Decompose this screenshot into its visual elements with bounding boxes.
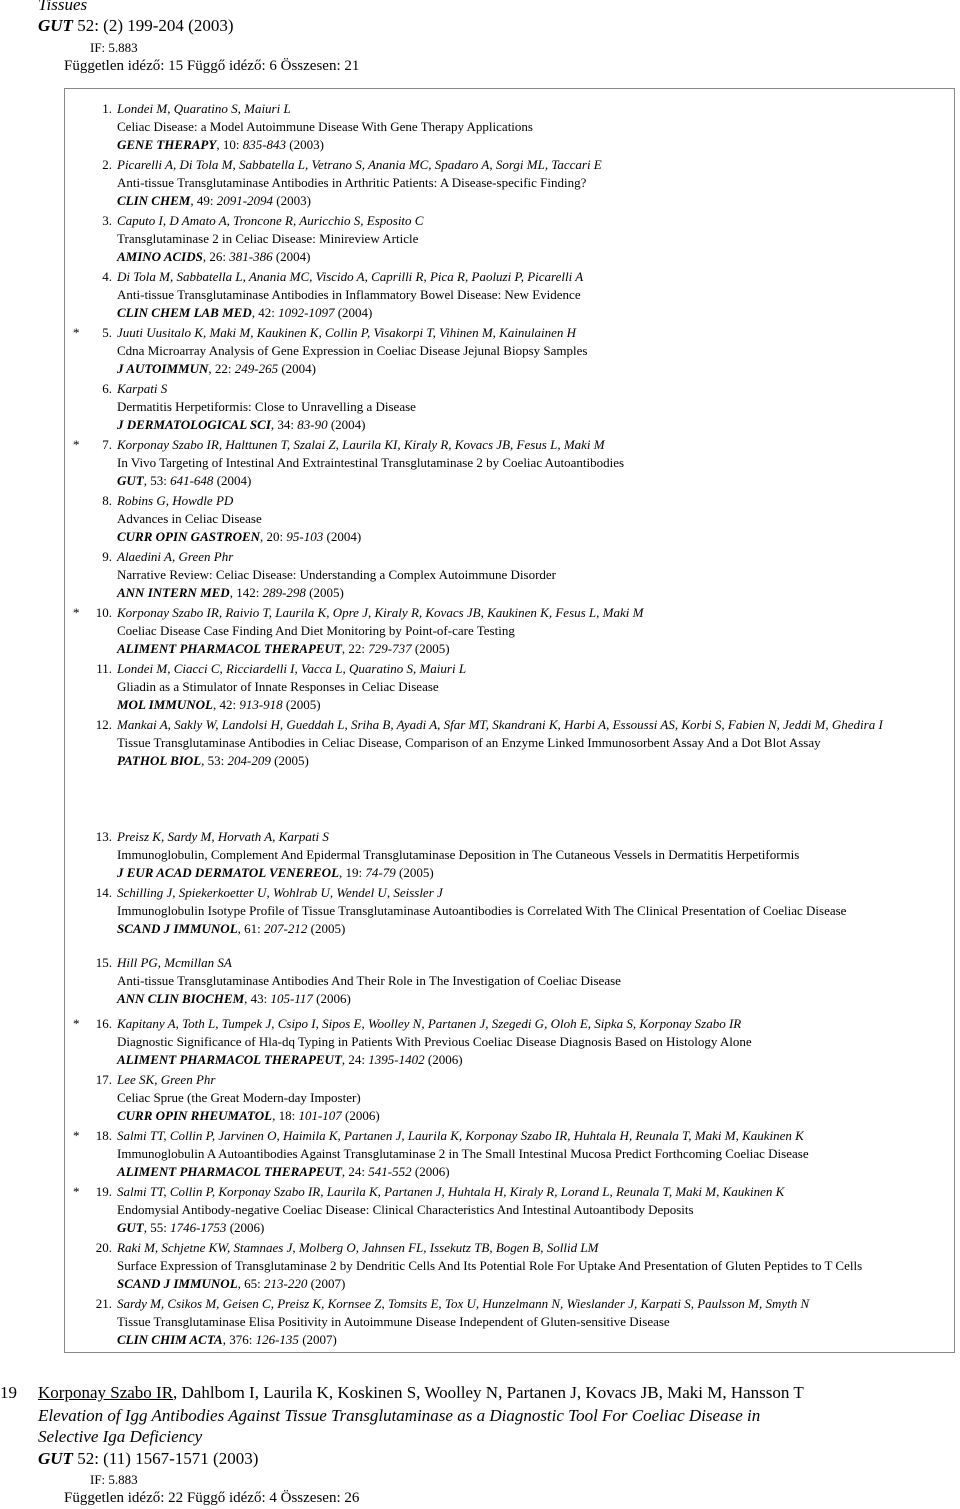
citation-star: *: [73, 1128, 80, 1143]
citation-title: Gliadin as a Stimulator of Innate Responses in Celiac Disease: [117, 679, 439, 694]
citation-pages: 1395-1402: [368, 1052, 425, 1067]
citation-year: (2006): [341, 1108, 380, 1123]
citation-authors: Salmi TT, Collin P, Korponay Szabo IR, Laurila K, Partanen J, Huhtala H, Kiraly R, Lorand L, Reunala T, Maki M, Kaukinen K: [117, 1184, 785, 1199]
citation-authors: Karpati S: [117, 381, 168, 396]
citation-star: *: [73, 605, 80, 620]
citation-year: (2003): [286, 137, 324, 152]
citation-authors: Juuti Uusitalo K, Maki M, Kaukinen K, Collin P, Visakorpi T, Vihinen M, Kainulainen H: [117, 325, 577, 340]
citation-body: [117, 212, 948, 266]
citation-volume: , 22:: [341, 641, 369, 656]
citation-title: Narrative Review: Celiac Disease: Understanding a Complex Autoimmune Disorder: [117, 567, 556, 582]
citation-source: [117, 1163, 948, 1181]
impact-factor: IF: 5.883: [90, 40, 138, 55]
citation-journal: CLIN CHEM: [117, 193, 191, 208]
citation-body: [117, 380, 948, 434]
citation-authors: Salmi TT, Collin P, Jarvinen O, Haimila K, Partanen J, Laurila K, Korponay Szabo IR, Huhtala H, Reunala T, Maki M, Kaukinen K: [117, 1128, 804, 1143]
citation-title: Endomysial Antibody-negative Coeliac Disease: Clinical Characteristics And Intestinal Autoantibody Deposits: [117, 1202, 694, 1217]
citation-number: 19.: [95, 1184, 112, 1199]
citation-pages: 641-648: [170, 473, 214, 488]
citation-volume: , 34:: [270, 417, 298, 432]
citation-source: [117, 416, 948, 434]
citation-authors: Alaedini A, Green Phr: [117, 549, 234, 564]
citation-body: [117, 1071, 948, 1125]
citation-source: [117, 584, 948, 602]
citation-source: [117, 920, 948, 938]
citation-source: [117, 304, 948, 322]
citation-title: Cdna Microarray Analysis of Gene Expression in Coeliac Disease Jejunal Biopsy Samples: [117, 343, 588, 358]
citation-volume: , 55:: [143, 1220, 171, 1235]
citation-number: 11.: [96, 661, 112, 676]
citation-source: [117, 1051, 948, 1069]
section-title: Tissues: [38, 0, 88, 14]
citation-body: [117, 604, 948, 658]
citation-source: [117, 192, 948, 210]
journal-name: GUT: [38, 16, 73, 35]
citation-volume: , 376:: [222, 1332, 256, 1347]
citation-title: Immunoglobulin Isotype Profile of Tissue Transglutaminase Autoantibodies is Correlated With The Clinical Presentation of Coeliac Disease: [117, 903, 847, 918]
citation-volume: , 61:: [237, 921, 265, 936]
citation-source: [117, 248, 948, 266]
entry-impact-factor: IF: 5.883: [90, 1472, 138, 1487]
citation-number: 12.: [95, 717, 112, 732]
citation-year: (2004): [334, 305, 373, 320]
citation-body: [117, 100, 948, 154]
citation-volume: , 65:: [237, 1276, 265, 1291]
citation-journal: AMINO ACIDS: [117, 249, 203, 264]
entry-journal-line: [38, 1449, 258, 1469]
citation-authors: Schilling J, Spiekerkoetter U, Wohlrab U, Wendel U, Seissler J: [117, 885, 443, 900]
journal-line: [38, 16, 233, 36]
citation-source: [117, 1331, 948, 1349]
citation-volume: , 24:: [341, 1052, 369, 1067]
citation-body: [117, 1295, 948, 1349]
citation-body: [117, 1127, 948, 1181]
citation-volume: , 53:: [201, 753, 228, 768]
citation-title: Anti-tissue Transglutaminase Antibodies in Arthritic Patients: A Disease-specific Finding?: [117, 175, 587, 190]
citation-title: Anti-tissue Transglutaminase Antibodies in Inflammatory Bowel Disease: New Evidence: [117, 287, 581, 302]
citation-body: [117, 492, 948, 546]
citation-title: Celiac Sprue (the Great Modern-day Imposter): [117, 1090, 361, 1105]
citation-authors: Lee SK, Green Phr: [117, 1072, 216, 1087]
citation-year: (2004): [272, 249, 311, 264]
citation-authors: Londei M, Quaratino S, Maiuri L: [117, 101, 291, 116]
citation-authors: Mankai A, Sakly W, Landolsi H, Gueddah L, Sriha B, Ayadi A, Sfar MT, Skandrani K, Harbi A, Essoussi AS, Korbi S, Fabien N, Jeddi M, Ghedira I: [117, 717, 883, 732]
citation-volume: , 43:: [244, 991, 271, 1006]
citation-journal: J DERMATOLOGICAL SCI: [117, 417, 271, 432]
citation-year: (2007): [307, 1276, 346, 1291]
citation-authors: Korponay Szabo IR, Raivio T, Laurila K, Opre J, Kiraly R, Kovacs JB, Kaukinen K, Fesus L, Maki M: [117, 605, 644, 620]
citation-number: 17.: [95, 1072, 112, 1087]
citation-volume: , 20:: [260, 529, 287, 544]
citation-number: 1.: [102, 101, 112, 116]
citation-title: Tissue Transglutaminase Elisa Positivity in Autoimmune Disease Independent of Gluten-sensitive Disease: [117, 1314, 670, 1329]
citation-volume: , 142:: [229, 585, 263, 600]
citation-body: [117, 156, 948, 210]
citation-title: Advances in Celiac Disease: [117, 511, 262, 526]
citation-pages: 835-843: [242, 137, 287, 152]
citation-journal: PATHOL BIOL: [117, 753, 202, 768]
citation-pages: 101-107: [298, 1108, 342, 1123]
citation-number: 10.: [95, 605, 112, 620]
citation-body: [117, 548, 948, 602]
citation-pages: 381-386: [229, 249, 273, 264]
citation-journal: ANN INTERN MED: [117, 585, 230, 600]
citation-number: 6.: [102, 381, 112, 396]
citation-year: (2005): [395, 865, 434, 880]
citation-pages: 83-90: [297, 417, 328, 432]
citation-volume: , 10:: [216, 137, 243, 152]
citation-source: [117, 696, 948, 714]
citation-year: (2005): [270, 753, 309, 768]
citation-body: [117, 660, 948, 714]
citation-source: [117, 1275, 948, 1293]
citation-journal: J EUR ACAD DERMATOL VENEREOL: [117, 865, 340, 880]
citation-title: Diagnostic Significance of Hla-dq Typing in Patients With Previous Coeliac Disease Diagnosis Based on Histology Alone: [117, 1034, 752, 1049]
citation-pages: 126-135: [255, 1332, 299, 1347]
citation-body: [117, 1015, 948, 1069]
citation-journal: ALIMENT PHARMACOL THERAPEUT: [117, 1164, 342, 1179]
citation-number: 4.: [102, 269, 112, 284]
citation-year: (2005): [282, 697, 321, 712]
citation-volume: , 19:: [339, 865, 366, 880]
citation-pages: 1746-1753: [170, 1220, 227, 1235]
citation-year: (2006): [424, 1052, 463, 1067]
citation-journal: ALIMENT PHARMACOL THERAPEUT: [117, 1052, 342, 1067]
citation-number: 21.: [95, 1296, 112, 1311]
citation-pages: 541-552: [368, 1164, 412, 1179]
citation-year: (2004): [327, 417, 366, 432]
citation-number: 5.: [102, 325, 112, 340]
citation-source: [117, 1219, 948, 1237]
citation-pages: 74-79: [365, 865, 396, 880]
citation-year: (2006): [226, 1220, 265, 1235]
citation-pages: 204-209: [227, 753, 271, 768]
citation-journal: CLIN CHEM LAB MED: [117, 305, 252, 320]
citation-journal: ANN CLIN BIOCHEM: [117, 991, 245, 1006]
citation-authors: Di Tola M, Sabbatella L, Anania MC, Viscido A, Caprilli R, Pica R, Paoluzi P, Picarelli A: [117, 269, 584, 284]
citation-volume: , 18:: [272, 1108, 299, 1123]
citation-journal: CURR OPIN RHEUMATOL: [117, 1108, 273, 1123]
citation-year: (2004): [323, 529, 362, 544]
entry-authors: [38, 1383, 804, 1403]
citation-number: 9.: [102, 549, 112, 564]
citation-volume: , 42:: [251, 305, 279, 320]
citation-pages: 1092-1097: [278, 305, 335, 320]
citation-number: 7.: [102, 437, 112, 452]
citation-number: 16.: [95, 1016, 112, 1031]
citation-number: 3.: [102, 213, 112, 228]
citation-year: (2006): [411, 1164, 450, 1179]
citation-authors: Hill PG, Mcmillan SA: [117, 955, 232, 970]
citation-volume: , 22:: [208, 361, 235, 376]
citation-pages: 249-265: [234, 361, 279, 376]
citation-year: (2007): [298, 1332, 337, 1347]
citation-source: [117, 752, 948, 770]
citation-journal: GUT: [117, 1220, 144, 1235]
citation-star: *: [73, 1184, 80, 1199]
citation-star: *: [73, 325, 80, 340]
entry-first-author[interactable]: Korponay Szabo IR: [38, 1383, 174, 1402]
citation-source: [117, 990, 948, 1008]
citation-year: (2004): [213, 473, 252, 488]
citation-authors: Raki M, Schjetne KW, Stamnaes J, Molberg O, Jahnsen FL, Issekutz TB, Bogen B, Sollid LM: [117, 1240, 599, 1255]
citation-pages: 913-918: [239, 697, 283, 712]
citation-volume: , 53:: [143, 473, 171, 488]
citation-body: [117, 268, 948, 322]
citation-number: 14.: [95, 885, 112, 900]
citation-star: *: [73, 437, 80, 452]
citation-title: Immunoglobulin, Complement And Epidermal Transglutaminase Deposition in The Cutaneous Vessels in Dermatitis Herpetiformis: [117, 847, 800, 862]
citation-journal: GENE THERAPY: [117, 137, 217, 152]
citation-year: (2005): [305, 585, 344, 600]
citation-year: (2005): [411, 641, 450, 656]
citation-authors: Picarelli A, Di Tola M, Sabbatella L, Vetrano S, Anania MC, Spadaro A, Sorgi ML, Taccari E: [117, 157, 602, 172]
citation-pages: 105-117: [270, 991, 313, 1006]
citations-box: [64, 88, 955, 1353]
citation-year: (2004): [278, 361, 317, 376]
citation-source: [117, 528, 948, 546]
citation-journal: GUT: [117, 473, 144, 488]
citation-title: Anti-tissue Transglutaminase Antibodies And Their Role in The Investigation of Coeliac Disease: [117, 973, 621, 988]
citation-pages: 729-737: [368, 641, 412, 656]
journal-detail: 52: (2) 199-204 (2003): [72, 16, 234, 35]
citation-volume: , 26:: [202, 249, 230, 264]
citation-source: [117, 640, 948, 658]
citation-title: Tissue Transglutaminase Antibodies in Celiac Disease, Comparison of an Enzyme Linked Immunosorbent Assay And a Dot Blot Assay: [117, 735, 821, 750]
citation-year: (2005): [307, 921, 346, 936]
citation-title: Surface Expression of Transglutaminase 2 by Dendritic Cells And Its Potential Role For Uptake And Presentation of Gluten Peptides to T Cells: [117, 1258, 863, 1273]
citation-year: (2006): [312, 991, 351, 1006]
entry-journal-name: GUT: [38, 1449, 73, 1468]
citation-number: 13.: [95, 829, 112, 844]
citation-journal: ALIMENT PHARMACOL THERAPEUT: [117, 641, 342, 656]
citation-body: [117, 716, 948, 770]
citation-title: Coeliac Disease Case Finding And Diet Monitoring by Point-of-care Testing: [117, 623, 515, 638]
citation-authors: Robins G, Howdle PD: [117, 493, 234, 508]
citation-number: 2.: [102, 157, 112, 172]
citation-title: Celiac Disease: a Model Autoimmune Disease With Gene Therapy Applications: [117, 119, 533, 134]
citation-volume: , 49:: [190, 193, 217, 208]
entry-title: Elevation of Igg Antibodies Against Tissue Transglutaminase as a Diagnostic Tool For Coeliac Disease in Selective Iga Deficiency: [38, 1406, 761, 1446]
citation-authors: Preisz K, Sardy M, Horvath A, Karpati S: [117, 829, 329, 844]
citation-body: [117, 324, 948, 378]
citation-journal: MOL IMMUNOL: [117, 697, 213, 712]
citation-volume: , 24:: [341, 1164, 369, 1179]
citation-number: 8.: [102, 493, 112, 508]
citation-authors: Londei M, Ciacci C, Ricciardelli I, Vacca L, Quaratino S, Maiuri L: [117, 661, 467, 676]
entry-journal-detail: 52: (11) 1567-1571 (2003): [72, 1449, 259, 1468]
citation-authors: Caputo I, D Amato A, Troncone R, Auricchio S, Esposito C: [117, 213, 424, 228]
citation-body: [117, 884, 948, 938]
citation-authors: Sardy M, Csikos M, Geisen C, Preisz K, Kornsee Z, Tomsits E, Tox U, Hunzelmann N, Wieslander J, Karpati S, Paulsson M, Smyth N: [117, 1296, 810, 1311]
citation-authors: Kapitany A, Toth L, Tumpek J, Csipo I, Sipos E, Woolley N, Partanen J, Szegedi G, Oloh E, Sipka S, Korponay Szabo IR: [117, 1016, 742, 1031]
citation-pages: 95-103: [286, 529, 324, 544]
citation-source: [117, 360, 948, 378]
entry-citation-summary: Független idéző: 22 Függő idéző: 4 Összesen: 26: [64, 1490, 360, 1506]
citation-number: 15.: [95, 955, 112, 970]
citation-journal: J AUTOIMMUN: [117, 361, 209, 376]
citation-source: [117, 864, 948, 882]
citation-title: Immunoglobulin A Autoantibodies Against Transglutaminase 2 in The Small Intestinal Mucosa Predict Forthcoming Coeliac Disease: [117, 1146, 809, 1161]
citation-star: *: [73, 1016, 80, 1031]
entry-number: 19: [0, 1383, 17, 1402]
citation-journal: CLIN CHIM ACTA: [117, 1332, 223, 1347]
citation-number: 18.: [95, 1128, 112, 1143]
citation-pages: 213-220: [264, 1276, 308, 1291]
citation-source: [117, 472, 948, 490]
citation-body: [117, 954, 948, 1008]
citation-summary: Független idéző: 15 Függő idéző: 6 Összesen: 21: [64, 58, 360, 74]
citation-source: [117, 1107, 948, 1125]
citation-source: [117, 136, 948, 154]
citation-number: 20.: [95, 1240, 112, 1255]
citation-body: [117, 1183, 948, 1237]
citation-pages: 289-298: [262, 585, 306, 600]
citation-authors: Korponay Szabo IR, Halttunen T, Szalai Z, Laurila KI, Kiraly R, Kovacs JB, Fesus L, Maki M: [117, 437, 605, 452]
citation-journal: SCAND J IMMUNOL: [117, 1276, 238, 1291]
citation-year: (2003): [273, 193, 311, 208]
citation-body: [117, 828, 948, 882]
citation-pages: 207-212: [264, 921, 308, 936]
citation-title: In Vivo Targeting of Intestinal And Extraintestinal Transglutaminase 2 by Coeliac Autoantibodies: [117, 455, 625, 470]
citation-title: Dermatitis Herpetiformis: Close to Unravelling a Disease: [117, 399, 416, 414]
citation-title: Transglutaminase 2 in Celiac Disease: Minireview Article: [117, 231, 419, 246]
citation-body: [117, 436, 948, 490]
citation-journal: CURR OPIN GASTROEN: [117, 529, 261, 544]
citation-volume: , 42:: [212, 697, 240, 712]
citation-body: [117, 1239, 948, 1293]
citation-pages: 2091-2094: [216, 193, 274, 208]
citation-journal: SCAND J IMMUNOL: [117, 921, 238, 936]
entry-other-authors: , Dahlbom I, Laurila K, Koskinen S, Woolley N, Partanen J, Kovacs JB, Maki M, Hansson T: [173, 1383, 804, 1402]
